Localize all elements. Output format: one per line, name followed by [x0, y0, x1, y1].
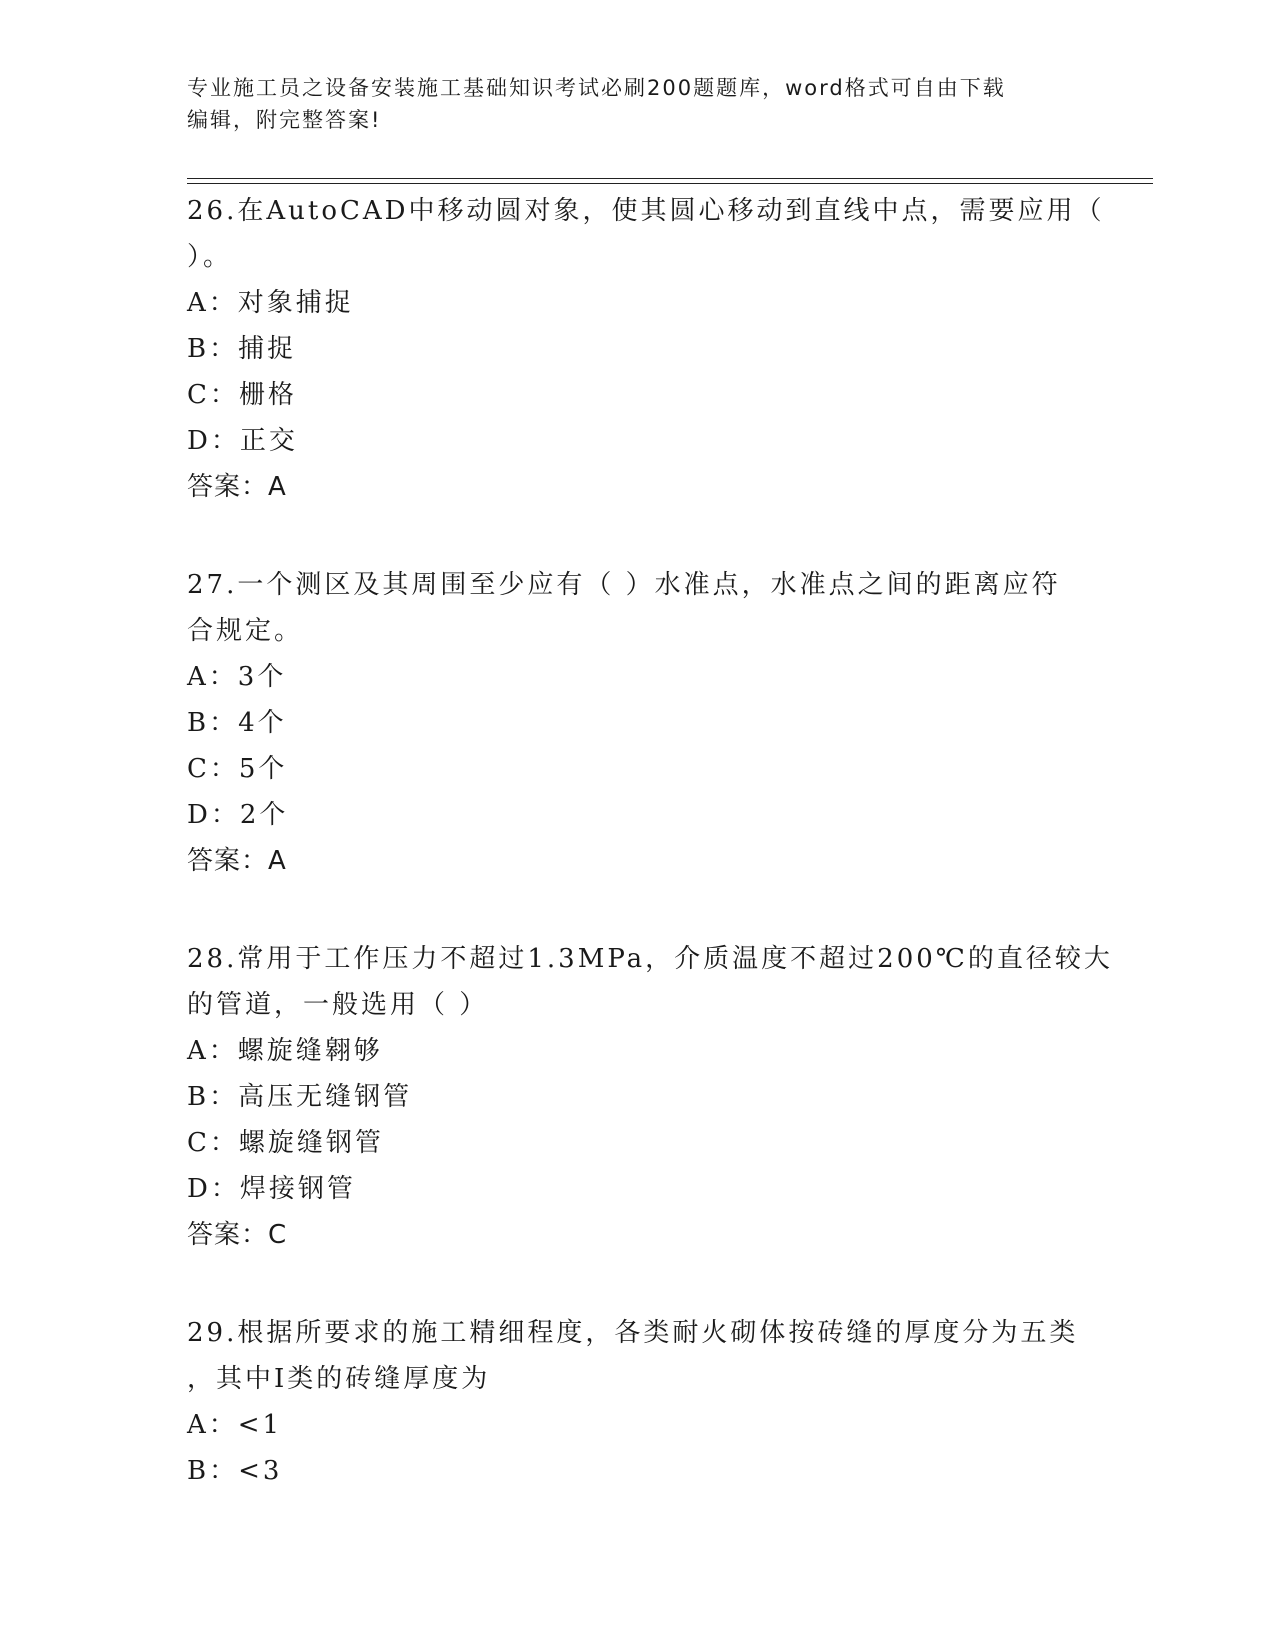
option-c: C：螺旋缝钢管	[187, 1128, 384, 1158]
question-stem-line: ）。	[187, 242, 233, 272]
question-stem-line: 26.在AutoCAD中移动圆对象，使其圆心移动到直线中点，需要应用（	[187, 196, 1105, 226]
question-stem-line: 合规定。	[187, 616, 304, 646]
option-b: B：<3	[187, 1456, 283, 1486]
question-27	[187, 562, 1087, 884]
option-d: D：焊接钢管	[187, 1174, 356, 1204]
question-list	[187, 188, 1113, 1546]
header-line-2: 编辑，附完整答案!	[187, 108, 382, 132]
document-header	[187, 72, 1087, 136]
option-d: D：2个	[187, 800, 289, 830]
option-b: B：捕捉	[187, 334, 297, 364]
option-c: C：5个	[187, 754, 288, 784]
option-b: B：4个	[187, 708, 287, 738]
option-c: C：栅格	[187, 380, 297, 410]
option-d: D：正交	[187, 426, 298, 456]
question-26	[187, 188, 1105, 510]
option-a: A：对象捕捉	[187, 288, 354, 318]
header-divider-bottom	[187, 183, 1153, 184]
question-stem-line: ，其中I类的砖缝厚度为	[187, 1364, 491, 1394]
question-stem	[187, 562, 1087, 654]
question-28	[187, 936, 1113, 1258]
question-stem-line: 27.一个测区及其周围至少应有（ ）水准点，水准点之间的距离应符	[187, 570, 1061, 600]
header-divider-top	[187, 178, 1153, 179]
question-stem	[187, 188, 1105, 280]
option-b: B：高压无缝钢管	[187, 1082, 413, 1112]
option-a: A：螺旋缝翱够	[187, 1036, 383, 1066]
question-stem-line: 28.常用于工作压力不超过1.3MPa，介质温度不超过200℃的直径较大	[187, 944, 1113, 974]
answer: 答案：A	[187, 472, 287, 502]
question-stem	[187, 1310, 1087, 1402]
question-stem-line: 29.根据所要求的施工精细程度，各类耐火砌体按砖缝的厚度分为五类	[187, 1318, 1079, 1348]
question-stem	[187, 936, 1113, 1028]
header-line-1: 专业施工员之设备安装施工基础知识考试必刷200题题库，word格式可自由下载	[187, 76, 1006, 100]
question-29	[187, 1310, 1087, 1494]
answer: 答案：C	[187, 1220, 288, 1250]
option-a: A：3个	[187, 662, 287, 692]
option-a: A：<1	[187, 1410, 283, 1440]
answer: 答案：A	[187, 846, 287, 876]
question-stem-line: 的管道，一般选用（ ）	[187, 990, 489, 1020]
